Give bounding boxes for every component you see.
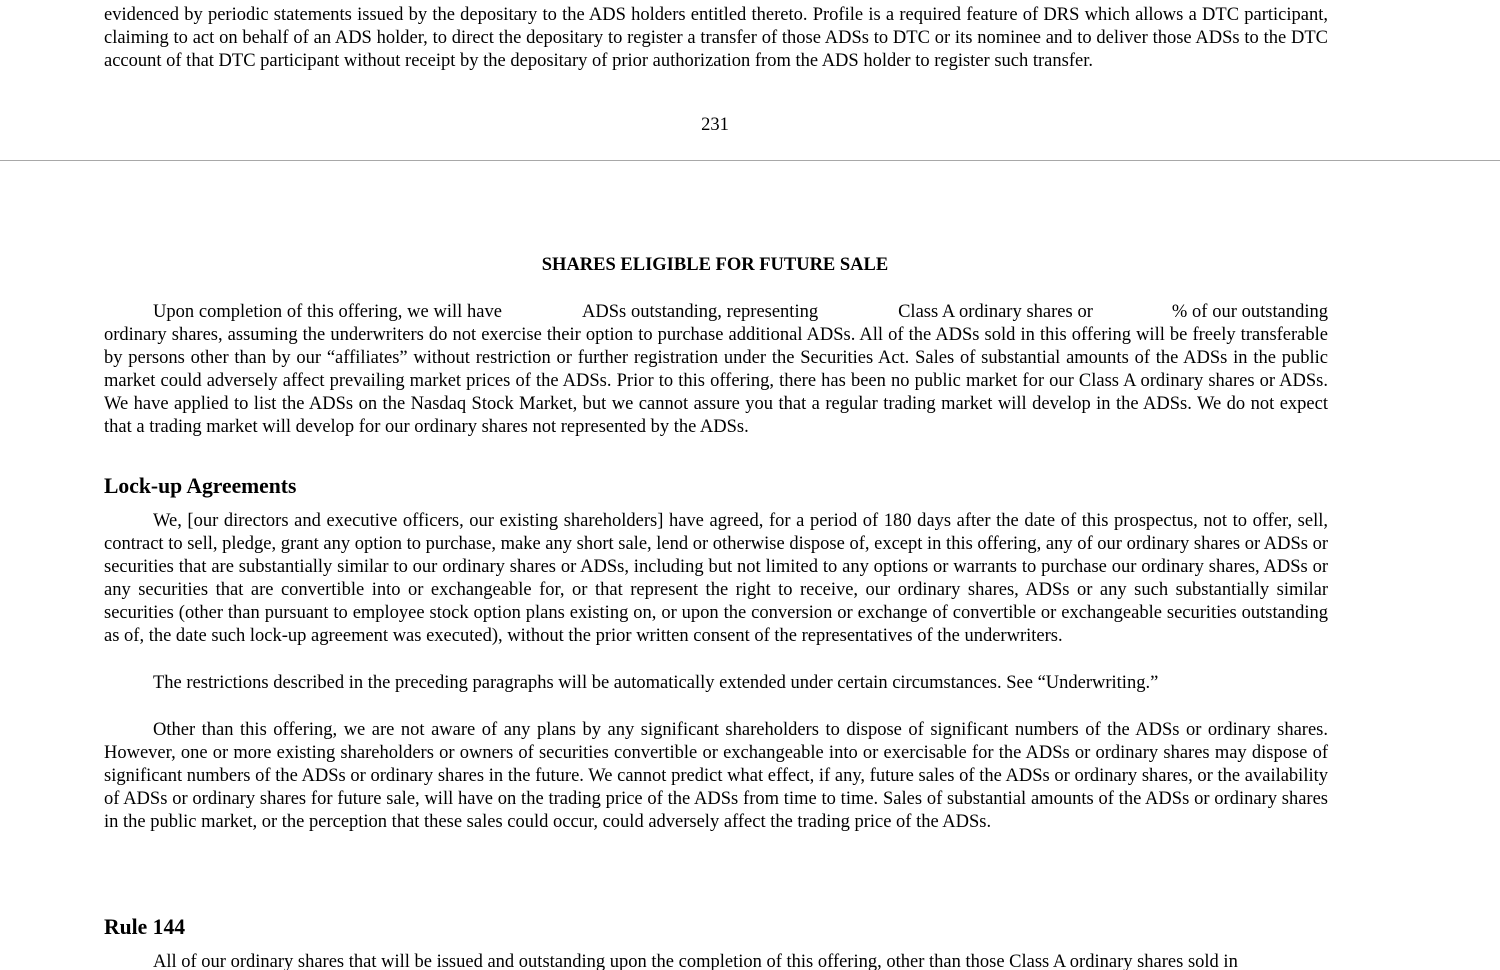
intro-part-4: % of our outstanding ordinary shares, assuming the underwriters do not exercise their option to purchase additional ADSs. All of the ADSs sold in this offering will be freely transferable by persons other than by our “affiliates” without restriction or further registration under the Securities Act. Sales of substantial amounts of the ADSs in the public market could adversely affect prevailing market prices of the ADSs. Prior to this offering, there has been no public market for our Class A ordinary shares or ADSs. We have applied to list the ADSs on the Nasdaq Stock Market, but we cannot assure you that a regular trading market will develop in the ADSs. We do not expect that a trading market will develop for our ordinary shares not represented by the ADSs. (104, 302, 1328, 437)
rule144-paragraph-1: All of our ordinary shares that will be issued and outstanding upon the completion of this offering, other than those Class A ordinary shares sold in (153, 952, 1238, 970)
rule144-section (104, 916, 1328, 970)
lockup-heading: Lock-up Agreements (104, 474, 297, 498)
page-number: 231 (701, 115, 729, 135)
section-title: SHARES ELIGIBLE FOR FUTURE SALE (541, 255, 889, 275)
rule144-heading: Rule 144 (104, 915, 186, 939)
previous-page-paragraph: evidenced by periodic statements issued by the depositary to the ADS holders entitled thereto. Profile is a required feature of DRS which allows a DTC participant, claiming to act on behalf of an ADS holder, to direct the depositary to register a transfer of those ADSs to DTC or its nominee and to deliver those ADSs to the DTC account of that DTC participant without receipt by the depositary of prior authorization from the ADS holder to register such transfer. (104, 5, 1328, 71)
intro-part-1: Upon completion of this offering, we will have (153, 302, 502, 322)
page-divider (0, 160, 1500, 161)
lockup-paragraph-1: We, [our directors and executive officers, our existing shareholders] have agreed, for a period of 180 days after the date of this prospectus, not to offer, sell, contract to sell, pledge, grant any option to purchase, make any short sale, lend or otherwise dispose of, except in this offering, any of our ordinary shares or ADSs or securities that are substantially similar to our ordinary shares or ADSs, including but not limited to any options or warrants to purchase our ordinary shares, ADSs or any securities that are convertible into or exchangeable for, or that represent the right to receive, our ordinary shares, ADSs or any such substantially similar securities (other than pursuant to employee stock option plans existing on, or upon the conversion or exchange of convertible or exchangeable securities outstanding as of, the date such lock-up agreement was executed), without the prior written consent of the representatives of the underwriters. (104, 511, 1328, 646)
intro-part-3: Class A ordinary shares or (898, 302, 1093, 322)
lockup-paragraph-2: The restrictions described in the preceding paragraphs will be automatically extended under certain circumstances. See “Underwriting.” (153, 673, 1159, 693)
intro-part-2: ADSs outstanding, representing (581, 302, 819, 322)
lockup-paragraph-3: Other than this offering, we are not aware of any plans by any significant shareholders to dispose of significant numbers of the ADSs or ordinary shares. However, one or more existing shareholders or owners of securities convertible or exchangeable into or exercisable for the ADSs or ordinary shares may dispose of significant numbers of the ADSs or ordinary shares in the future. We cannot predict what effect, if any, future sales of the ADSs or ordinary shares, or the availability of ADSs or ordinary shares for future sale, will have on the trading price of the ADSs from time to time. Sales of substantial amounts of the ADSs or ordinary shares in the public market, or the perception that these sales could occur, could adversely affect the trading price of the ADSs. (104, 720, 1328, 832)
previous-page-fragment (104, 4, 1328, 73)
intro-paragraph (104, 301, 1328, 439)
intro-block (104, 301, 1328, 439)
lockup-section (104, 475, 1328, 834)
